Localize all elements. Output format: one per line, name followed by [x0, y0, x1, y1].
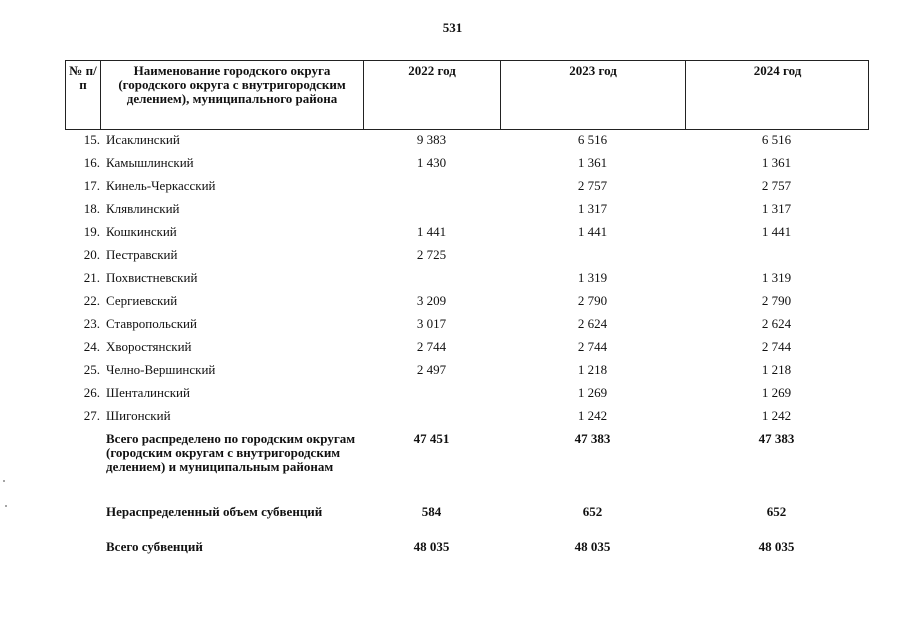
value-2023: 2 757: [577, 178, 608, 193]
row-name: Челно-Вершинский: [106, 362, 216, 377]
row-name: Пестравский: [106, 247, 178, 262]
header-year-2024: 2024 год: [753, 63, 802, 78]
value-2023: 1 319: [577, 270, 608, 285]
total-2024: 652: [766, 504, 787, 519]
total-2022: 47 451: [413, 431, 450, 446]
subvention-table: [65, 60, 869, 554]
value-2022: 2 725: [416, 247, 447, 262]
row-number: 17.: [83, 178, 100, 193]
row-number: 22.: [83, 293, 100, 308]
total-2024: 47 383: [758, 431, 795, 446]
scan-speck: [5, 505, 7, 507]
total-label: Нераспределенный объем субвенций: [106, 504, 323, 519]
row-name: Камышлинский: [106, 155, 194, 170]
value-2023: 1 361: [577, 155, 608, 170]
value-2024: 1 242: [761, 408, 792, 423]
value-2024: 2 624: [761, 316, 792, 331]
row-number: 19.: [83, 224, 100, 239]
page-number: 531: [442, 20, 463, 35]
value-2023: 2 790: [577, 293, 608, 308]
scan-speck: [3, 480, 5, 482]
row-number: 18.: [83, 201, 100, 216]
value-2023: 1 269: [577, 385, 608, 400]
row-name: Клявлинский: [106, 201, 180, 216]
header-year-2022: 2022 год: [364, 61, 501, 129]
total-2022: 584: [421, 504, 442, 519]
total-2024: 48 035: [758, 539, 795, 554]
row-number: 23.: [83, 316, 100, 331]
value-2022: 1 430: [416, 155, 447, 170]
value-2022: 2 497: [416, 362, 447, 377]
row-number: 16.: [83, 155, 100, 170]
value-2022: 1 441: [416, 224, 447, 239]
value-2024: 1 269: [761, 385, 792, 400]
value-2024: 2 744: [761, 339, 792, 354]
total-2022: 48 035: [413, 539, 450, 554]
value-2022: 3 209: [416, 293, 447, 308]
value-2024: 6 516: [761, 132, 792, 147]
value-2022: 2 744: [416, 339, 447, 354]
row-name: Ставропольский: [106, 316, 197, 331]
value-2024: 2 757: [761, 178, 792, 193]
value-2023: 6 516: [577, 132, 608, 147]
row-name: Похвистневский: [106, 270, 198, 285]
value-2022: 3 017: [416, 316, 447, 331]
row-number: 27.: [83, 408, 100, 423]
value-2023: 1 317: [577, 201, 608, 216]
value-2024: 1 317: [761, 201, 792, 216]
value-2024: 1 361: [761, 155, 792, 170]
value-2023: 1 441: [577, 224, 608, 239]
row-number: 20.: [83, 247, 100, 262]
value-2023: 2 744: [577, 339, 608, 354]
value-2024: 2 790: [761, 293, 792, 308]
row-name: Исаклинский: [106, 132, 180, 147]
value-2023: 2 624: [577, 316, 608, 331]
table-header: [65, 60, 869, 130]
value-2023: 1 218: [577, 362, 608, 377]
value-2024: 1 319: [761, 270, 792, 285]
value-2024: 1 441: [761, 224, 792, 239]
row-number: 15.: [83, 132, 100, 147]
row-name: Кинель-Черкасский: [106, 178, 216, 193]
row-number: 26.: [83, 385, 100, 400]
row-name: Сергиевский: [106, 293, 178, 308]
total-2023: 652: [582, 504, 603, 519]
total-label: Всего распределено по городским округам (городским округам с внутригородским делением) и муниципальным районам: [106, 431, 356, 474]
value-2024: 1 218: [761, 362, 792, 377]
row-name: Хворостянский: [106, 339, 192, 354]
row-number: 25.: [83, 362, 100, 377]
header-year-2023: 2023 год: [501, 61, 686, 129]
total-2023: 47 383: [574, 431, 611, 446]
row-number: 21.: [83, 270, 100, 285]
row-name: Шенталинский: [106, 385, 190, 400]
row-name: Шигонский: [106, 408, 171, 423]
row-number: 24.: [83, 339, 100, 354]
header-num: № п/п: [66, 61, 101, 129]
header-name: Наименование городского округа (городского округа с внутригородским делением), муниципального района: [101, 61, 364, 129]
total-label: Всего субвенций: [106, 539, 203, 554]
total-2023: 48 035: [574, 539, 611, 554]
row-name: Кошкинский: [106, 224, 177, 239]
value-2023: 1 242: [577, 408, 608, 423]
value-2022: 9 383: [416, 132, 447, 147]
